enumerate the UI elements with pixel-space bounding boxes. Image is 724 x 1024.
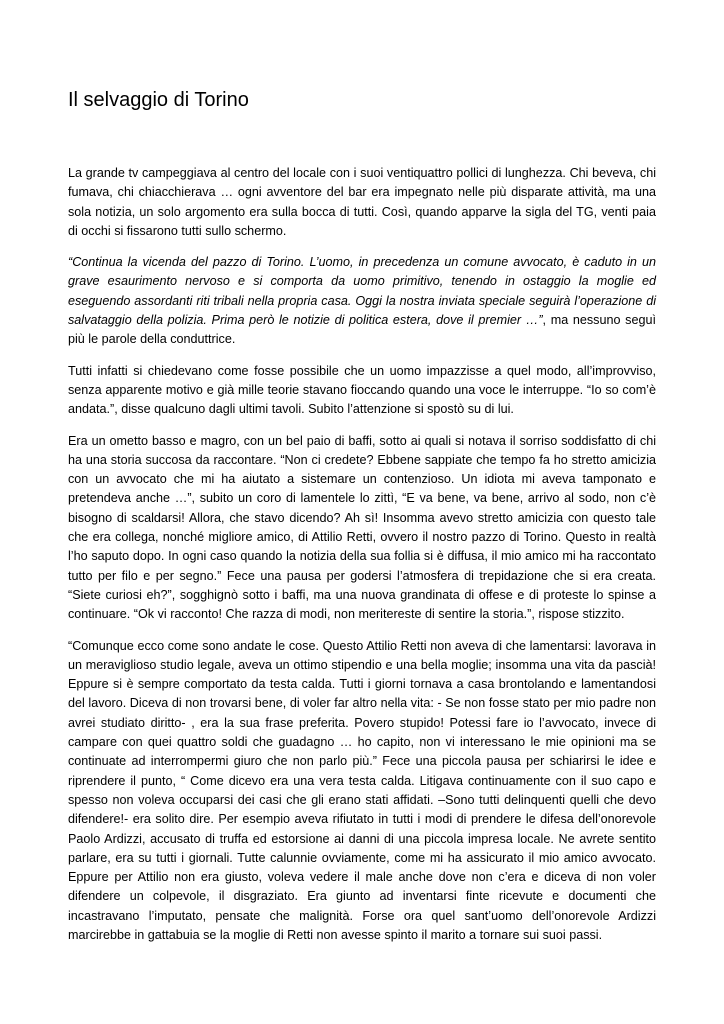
paragraph-intro-text: La grande tv campeggiava al centro del locale con i suoi ventiquattro pollici di lunghezza. Chi beveva, chi fumava, chi chiacchierava … ogni avventore del bar era impegnato nelle più disparate attività, ma una sola notizia, un solo argomento era sulla bocca di tutti. Così, quando apparve la sigla del TG, venti paia di occhi si fissarono tutti sullo schermo. — [68, 166, 656, 238]
paragraph-intro — [68, 164, 656, 241]
news-quote-after: , ma nessuno seguì più le parole della conduttrice. — [68, 313, 656, 347]
paragraph-voice-text: Tutti infatti si chiedevano come fosse possibile che un uomo impazzisse a quel modo, all’improvviso, senza apparente motivo e già mille teorie stavano fioccando quando una voce le interruppe. “Io so com’è andata.”, disse qualcuno dagli ultimi tavoli. Subito l’attenzione si spostò su di lui. — [68, 363, 656, 417]
document-title: Il selvaggio di Torino — [68, 89, 249, 111]
document-page — [68, 86, 656, 957]
paragraph-ometto-text: Era un ometto basso e magro, con un bel paio di baffi, sotto ai quali si notava il sorriso soddisfatto di chi ha una storia succosa da raccontare. “Non ci credete? Ebbene sappiate che tempo fa ho stretto amicizia con un avvocato che mi ha aiutato a sistemare un contenzioso. Un idiota mi aveva tamponato e pretendeva anche …”, subito un coro di lamentele lo zittì, “E va bene, va bene, arrivo al sodo, non c’è bisogno di scaldarsi! Allora, che stavo dicendo? Ah sì! Insomma avevo stretto amicizia con questo tale che era collega, nonché migliore amico, di Attilio Retti, ovvero il nostro pazzo di Torino. Questo in realtà l’ho saputo dopo. In ogni caso quando la notizia della sua follia si è diffusa, il mio amico mi ha raccontato tutto per filo e per segno.” Fece una pausa per godersi l’atmosfera di trepidazione che si era creata. “Siete curiosi eh?”, sogghignò sotto i baffi, ma una nuova grandinata di offese e di proteste lo spinse a continuare. “Ok vi racconto! Che razza di modi, non meritereste di sentire la storia.”, rispose stizzito. — [68, 433, 656, 622]
news-quote-italic: “Continua la vicenda del pazzo di Torino. L’uomo, in precedenza un comune avvocato, è caduto in un grave esaurimento nervoso e si comporta da uomo primitivo, tenendo in ostaggio la moglie ed eseguendo assordanti riti tribali nella propria casa. Oggi la nostra inviata speciale seguirà l’operazione di salvataggio della polizia. Prima però le notizie di politica estera, dove il premier …” — [68, 255, 656, 328]
paragraph-story — [68, 637, 656, 946]
paragraph-voice — [68, 362, 656, 420]
paragraph-news-quote — [68, 253, 656, 349]
paragraph-story-text: “Comunque ecco come sono andate le cose. Questo Attilio Retti non aveva di che lamentarsi: lavorava in un meraviglioso studio legale, aveva un ottimo stipendio e una bella moglie; insomma una vita da pascià! Eppure si è sempre comportato da testa calda. Tutti i giorni tornava a casa brontolando e lamentandosi del lavoro. Diceva di non trovarsi bene, di voler far altro nella vita: - Se non fosse stato per mio padre non avrei studiato diritto- , era la sua frase preferita. Povero stupido! Potessi fare io l’avvocato, invece di campare con quei quattro soldi che guadagno … ho capito, non vi interessano le mie opinioni ma se continuate ad interrompermi giuro che non parlo più.” Fece una piccola pausa per schiarirsi le idee e riprendere il punto, “ Come dicevo era una vera testa calda. Litigava continuamente con il suo capo e spesso non voleva occuparsi dei casi che gli erano stati affidati. –Sono tutti delinquenti quelli che devo difendere!- era solito dire. Per esempio aveva rifiutato in tutti i modi di prendere le difesa dell’onorevole Paolo Ardizzi, accusato di truffa ed estorsione ai danni di una piccola impresa locale. Ne avrete sentito parlare, era su tutti i giornali. Tutte calunnie ovviamente, come mi ha assicurato il mio amico avvocato. Eppure per Attilio non era giusto, voleva vedere il male anche dove non c’era e diceva di non voler difendere un colpevole, il disgraziato. Era giunto ad inventarsi finte ricevute e documenti che incastravano l’imputato, pensate che malignità. Forse ora quel sant’uomo dell’onorevole Ardizzi marcirebbe in gattabuia se la moglie di Retti non avesse spinto il marito a tornare sui suoi passi. — [68, 638, 656, 942]
paragraph-ometto — [68, 432, 656, 625]
